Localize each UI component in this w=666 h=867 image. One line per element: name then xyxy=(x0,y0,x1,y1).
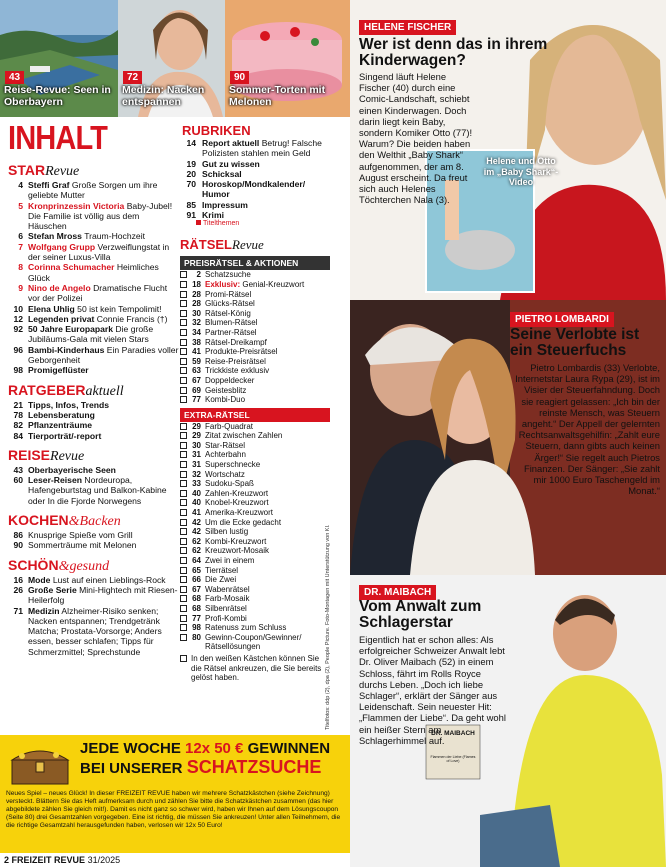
toc-entry[interactable] xyxy=(8,465,180,475)
toc-entry[interactable] xyxy=(8,585,180,606)
page-number: 28 xyxy=(192,299,201,309)
extraraetsel-list xyxy=(180,422,330,652)
raetsel-item[interactable] xyxy=(180,318,330,328)
page-number: 77 xyxy=(192,613,201,623)
section-heading-star: STARRevue xyxy=(8,162,80,179)
raetsel-name: Geistesblitz xyxy=(205,385,247,395)
rubrik-entry[interactable] xyxy=(180,200,330,210)
checkbox-icon[interactable] xyxy=(180,271,187,278)
entry-text: Kronprinzessin Victoria Baby-Jubel! Die Familie ist völlig aus dem Häuschen xyxy=(28,200,173,232)
page-number: 42 xyxy=(192,517,201,527)
raetsel-name: Zwei in einem xyxy=(205,556,255,565)
raetsel-name: Profi-Kombi xyxy=(205,613,247,623)
page-number: 91 xyxy=(186,210,196,221)
rubrik-entry[interactable] xyxy=(180,159,330,169)
entry-text: Mode Lust auf einen Lieblings-Rock xyxy=(28,574,166,585)
story-pietro[interactable] xyxy=(350,300,666,575)
raetsel-item[interactable] xyxy=(180,366,330,376)
page-number: 4 xyxy=(18,180,23,190)
page-number: 68 xyxy=(192,594,201,604)
page-number: 59 xyxy=(192,356,201,366)
section-heading-kochen: KOCHEN&Backen xyxy=(8,512,121,530)
checkbox-icon[interactable] xyxy=(180,310,187,317)
raetsel-item[interactable] xyxy=(180,527,330,537)
entry-text: Schicksal xyxy=(202,168,242,179)
page-number: 85 xyxy=(186,199,196,210)
story-body: Eigentlich hat er schon alles: Als erfolgreicher Schweizer Anwalt lebt Dr. Oliver Maibach (52) in einem Schloss, fährt im Rolls Royce durchs Leben. „Doch ich liebe Schlager“, erklärt der Sänger aus Leidenschaft. Sein neuester Hit: „Flammen der Liebe“. Da geht wohl ein heißer Stern am Schlagerhimmel auf. xyxy=(359,634,506,746)
toc-entry[interactable] xyxy=(8,283,180,304)
toc-entry[interactable] xyxy=(8,475,180,506)
page-number: 32 xyxy=(192,318,201,328)
page-number: 98 xyxy=(192,623,201,633)
raetsel-name: Doppeldecker xyxy=(205,375,255,385)
page-number: 5 xyxy=(18,200,23,211)
story-tag: DR. MAIBACH xyxy=(359,585,436,600)
checkbox-icon[interactable] xyxy=(180,615,187,622)
rubrik-entry[interactable] xyxy=(180,169,330,179)
checkbox-icon[interactable] xyxy=(180,329,187,336)
entry-text: Bambi-Kinderhaus Ein Paradies voller Geborgenheit xyxy=(28,344,179,366)
raetsel-item[interactable] xyxy=(180,489,330,499)
entry-text: Leser-Reisen Nordeuropa, Hafengeburtstag und Balkon-Kabine oder In die Fjorde Norwegens xyxy=(28,475,167,506)
page-number: 96 xyxy=(13,344,23,355)
raetsel-item[interactable] xyxy=(180,546,330,556)
raetsel-item[interactable] xyxy=(180,508,330,518)
page-title: INHALT xyxy=(8,119,108,156)
page-number: 32 xyxy=(192,469,201,479)
page-number: 20 xyxy=(186,168,196,179)
rubriken-list xyxy=(180,138,330,220)
preisraetsel-list xyxy=(180,270,330,404)
raetsel-name: Silbenrätsel xyxy=(205,603,247,613)
story-headline: Wer ist denn das in ihrem Kinderwagen? xyxy=(359,36,548,69)
raetsel-item[interactable] xyxy=(180,270,330,280)
raetsel-item[interactable] xyxy=(180,633,330,652)
toc-entry[interactable] xyxy=(8,180,180,201)
rubriken-column xyxy=(180,123,330,683)
toc-entry[interactable] xyxy=(8,365,180,375)
page-number: 41 xyxy=(192,347,201,357)
page-number: 64 xyxy=(192,556,201,565)
toc-entry[interactable] xyxy=(8,410,180,420)
toc-entry[interactable] xyxy=(8,201,180,232)
toc-entry[interactable] xyxy=(8,345,180,366)
entry-text: Medizin Alzheimer-Risiko senken; Nacken entspannen; Trendgetränk Matcha; Prostata-Vorsorge; Anders essen, besser schlafen; Tipps für Schmerzmittel; Sprechstunde xyxy=(28,605,162,657)
kochen-list xyxy=(8,530,180,551)
page-number: 78 xyxy=(13,409,23,420)
raetsel-name: Glücks-Rätsel xyxy=(205,299,255,309)
page-number: 42 xyxy=(192,527,201,537)
toc-entry[interactable] xyxy=(8,314,180,324)
raetsel-item[interactable] xyxy=(180,623,330,633)
raetsel-item[interactable] xyxy=(180,431,330,441)
raetsel-name: Farb-Quadrat xyxy=(205,421,254,431)
page-number: 9 xyxy=(18,282,23,293)
raetsel-name: Trickkiste exklusiv xyxy=(205,366,270,376)
entry-text: Sommerträume mit Melonen xyxy=(28,540,137,551)
story-headline: Seine Verlobte ist ein Steuerfuchs xyxy=(510,326,640,359)
thumb-medizin[interactable] xyxy=(118,0,225,117)
story-tag: HELENE FISCHER xyxy=(359,20,456,35)
checkbox-icon[interactable] xyxy=(180,396,187,403)
raetsel-name: Kombi-Duo xyxy=(205,395,246,405)
entry-text: Krimi xyxy=(202,210,224,221)
raetsel-name: Produkte-Preisrätsel xyxy=(205,347,278,357)
raetsel-item[interactable] xyxy=(180,594,330,604)
page-number: 71 xyxy=(13,605,23,616)
page-number: 68 xyxy=(192,603,201,613)
checkbox-icon[interactable] xyxy=(180,432,187,439)
page-footer: 2 FREIZEIT REVUE 31/2025 xyxy=(4,855,121,865)
raetsel-name: Tierrätsel xyxy=(205,565,239,575)
extraraetsel-bar: EXTRA-RÄTSEL xyxy=(180,408,330,422)
page-number: 67 xyxy=(192,584,201,594)
raetsel-note: In den weißen Kästchen können Sie die Rätsel ankreuzen, die Sie bereits gelöst haben. xyxy=(180,654,330,683)
page-number: 70 xyxy=(186,179,196,190)
entry-text: Wolfgang Grupp Verzweiflungstat in der seiner Luxus-Villa xyxy=(28,241,170,263)
checkbox-icon[interactable] xyxy=(180,423,187,430)
rubrik-entry[interactable] xyxy=(180,210,330,220)
raetsel-name: Star-Rätsel xyxy=(205,440,246,450)
raetsel-item[interactable] xyxy=(180,395,330,405)
page-number: 34 xyxy=(192,327,201,337)
page-number: 92 xyxy=(13,324,23,335)
raetsel-name: Farb-Mosaik xyxy=(205,594,250,604)
raetsel-item[interactable] xyxy=(180,460,330,470)
raetsel-heading: RÄTSELRevue xyxy=(180,237,264,253)
checkbox-icon[interactable] xyxy=(180,595,187,602)
raetsel-name: Superschnecke xyxy=(205,460,261,470)
raetsel-name: Zahlen-Kreuzwort xyxy=(205,488,269,498)
page-number: 31 xyxy=(192,460,201,470)
thumb-torten[interactable] xyxy=(225,0,350,117)
page-number: 29 xyxy=(192,421,201,431)
raetsel-name: Um die Ecke gedacht xyxy=(205,517,282,527)
raetsel-name: Knobel-Kreuzwort xyxy=(205,498,269,508)
entry-text: Tipps, Infos, Trends xyxy=(28,399,110,410)
checkbox-icon[interactable] xyxy=(180,528,187,535)
checkbox-icon[interactable] xyxy=(180,377,187,384)
checkbox-icon[interactable] xyxy=(180,319,187,326)
story-body: Singend läuft Helene Fischer (40) durch eine Comic-Landschaft, schiebt einen Kinderwagen. Doch darin liegt kein Baby, sondern Komiker Otto (77)! Warum? Die beiden haben den Welthit „Baby Shark“ aufgenommen, der am 8. August erscheint. Da freut sich auch Helenes Töchterchen Nala (3). xyxy=(359,71,473,206)
raetsel-item[interactable] xyxy=(180,470,330,480)
checkbox-icon[interactable] xyxy=(180,586,187,593)
raetsel-name: Ratenuss zum Schluss xyxy=(205,623,287,633)
raetsel-item[interactable] xyxy=(180,479,330,489)
page-number-badge: 43 xyxy=(5,71,24,84)
page-number: 41 xyxy=(192,508,201,518)
story-tag: PIETRO LOMBARDI xyxy=(510,312,614,327)
entry-text: Steffi Graf Große Sorgen um ihre geliebte Mutter xyxy=(28,180,158,201)
star-list xyxy=(8,180,180,376)
page-number: 80 xyxy=(192,632,201,642)
page-number: 62 xyxy=(192,546,201,556)
schatzsuche-banner[interactable] xyxy=(0,735,350,853)
raetsel-item[interactable] xyxy=(180,290,330,300)
checkbox-icon[interactable] xyxy=(180,557,187,564)
treasure-chest-icon xyxy=(8,742,72,786)
entry-text: Corinna Schumacher Heimliches Glück xyxy=(28,262,159,283)
raetsel-item[interactable] xyxy=(180,450,330,460)
toc-entry[interactable] xyxy=(8,231,180,241)
page-number: 19 xyxy=(186,158,196,169)
entry-text: Große Serie Mini-Hightech mit Riesen-Heilerfolg xyxy=(28,584,178,606)
section-heading-ratgeber: RATGEBERaktuell xyxy=(8,381,124,399)
raetsel-item[interactable] xyxy=(180,376,330,386)
raetsel-item[interactable] xyxy=(180,441,330,451)
banner-line-2: BEI UNSERER SCHATZSUCHE xyxy=(80,757,322,777)
checkbox-icon[interactable] xyxy=(180,605,187,612)
entry-text: Legenden privat Connie Francis (†) xyxy=(28,313,168,324)
raetsel-name: Schatzsuche xyxy=(205,270,251,280)
schoen-list xyxy=(8,575,180,657)
raetsel-name: Reise-Preisrätsel xyxy=(205,356,266,366)
raetsel-name: Blumen-Rätsel xyxy=(205,318,258,328)
page-number: 82 xyxy=(13,420,23,431)
page-number: 14 xyxy=(186,138,196,148)
checkbox-icon[interactable] xyxy=(180,538,187,545)
entry-text: Impressum xyxy=(202,199,248,210)
raetsel-item[interactable] xyxy=(180,347,330,357)
toc-entry[interactable] xyxy=(8,540,180,550)
raetsel-name: Wortschatz xyxy=(205,469,245,479)
raetsel-item[interactable] xyxy=(180,556,330,566)
toc-entry[interactable] xyxy=(8,530,180,540)
titelthemen-legend: Titelthemen xyxy=(196,220,330,227)
entry-text: Knusprige Spieße vom Grill xyxy=(28,530,133,541)
raetsel-item[interactable] xyxy=(180,614,330,624)
raetsel-item[interactable] xyxy=(180,566,330,576)
entry-text: Stefan Mross Traum-Hochzeit xyxy=(28,231,146,242)
thumb-caption: Sommer-Torten mit Melonen xyxy=(229,84,326,108)
entry-text: Elena Uhlig 50 ist kein Tempolimit! xyxy=(28,303,162,314)
page-number: 6 xyxy=(18,231,23,242)
page-number: 69 xyxy=(192,385,201,395)
rubrik-entry[interactable] xyxy=(180,179,330,200)
checkbox-icon[interactable] xyxy=(180,339,187,346)
raetsel-item[interactable] xyxy=(180,518,330,528)
page-number: 30 xyxy=(192,308,201,318)
checkbox-icon xyxy=(180,655,187,662)
raetsel-name: Die Zwei xyxy=(205,575,237,585)
preisraetsel-bar: PREISRÄTSEL & AKTIONEN xyxy=(180,256,330,270)
raetsel-name: Rätsel-Dreikampf xyxy=(205,337,267,347)
raetsel-item[interactable] xyxy=(180,585,330,595)
rubriken-heading: RUBRIKEN xyxy=(182,123,251,138)
raetsel-item[interactable] xyxy=(180,299,330,309)
raetsel-item[interactable] xyxy=(180,537,330,547)
raetsel-name: Amerika-Kreuzwort xyxy=(205,508,274,518)
story-helene[interactable] xyxy=(350,0,666,300)
entry-text: Horoskop/Mondkalender/ Humor xyxy=(202,179,306,200)
square-icon xyxy=(196,220,201,225)
toc-entry[interactable] xyxy=(8,431,180,441)
checkbox-icon[interactable] xyxy=(180,480,187,487)
thumb-caption: Medizin: Nacken entspannen xyxy=(122,84,205,108)
raetsel-name: Kombi-Kreuzwort xyxy=(205,536,267,546)
raetsel-item[interactable] xyxy=(180,498,330,508)
entry-text: 50 Jahre Europapark Die große Jubiläums-Gala mit vielen Stars xyxy=(28,324,154,345)
toc-entry[interactable] xyxy=(8,324,180,345)
checkbox-icon[interactable] xyxy=(180,300,187,307)
checkbox-icon[interactable] xyxy=(180,367,187,374)
checkbox-icon[interactable] xyxy=(180,634,187,641)
entry-text: Nino de Angelo Dramatische Flucht vor der Polizei xyxy=(28,282,168,304)
entry-text: Lebensberatung xyxy=(28,409,95,420)
page-number: 31 xyxy=(192,450,201,460)
page-number: 86 xyxy=(13,530,23,541)
checkbox-icon[interactable] xyxy=(180,451,187,458)
checkbox-icon[interactable] xyxy=(180,358,187,365)
checkbox-icon[interactable] xyxy=(180,387,187,394)
checkbox-icon[interactable] xyxy=(180,567,187,574)
checkbox-icon[interactable] xyxy=(180,348,187,355)
page-number: 60 xyxy=(13,475,23,486)
raetsel-name: Kreuzwort-Mosaik xyxy=(205,546,270,556)
entry-text: Oberbayerische Seen xyxy=(28,464,116,475)
page-number: 7 xyxy=(18,241,23,252)
raetsel-item[interactable] xyxy=(180,338,330,348)
story-body: Pietro Lombardis (33) Verlobte, Internetstar Laura Rypa (29), ist im Visier der Steuerfahndung. Doch sie reagiert gelassen: „Ich bin der reinste Mensch, was Steuern angeht.“ Der Appell der gelernten Rechtsanwaltsgehilfin: „Zahlt eure Steuern, dann gibts auch keinen Ärger!“ Sie regelt auch Pietros Finanzen. Der Sänger: „Sie zahlt mir 1000 Euro Taschengeld im Monat.“ xyxy=(515,362,660,497)
page-number: 84 xyxy=(13,430,23,441)
page-number: 8 xyxy=(18,262,23,273)
raetsel-name: Gewinn-Coupon/Gewinner/ Rätsellösungen xyxy=(205,632,302,652)
raetsel-name: Zitat zwischen Zahlen xyxy=(205,431,283,441)
cd-title: DR. MAIBACH xyxy=(431,730,475,737)
entry-text: Gut zu wissen xyxy=(202,158,260,169)
raetsel-name: Partner-Rätsel xyxy=(205,327,257,337)
page-number: 62 xyxy=(192,536,201,546)
thumb-reise[interactable] xyxy=(0,0,118,117)
raetsel-name: Achterbahn xyxy=(205,450,246,460)
page-number-badge: 72 xyxy=(123,71,142,84)
banner-line-1: JEDE WOCHE 12x 50 € GEWINNEN xyxy=(80,740,331,757)
checkbox-icon[interactable] xyxy=(180,499,187,506)
page-number: 77 xyxy=(192,395,201,405)
raetsel-name: Silben lustig xyxy=(205,527,249,537)
section-heading-reise: REISERevue xyxy=(8,446,85,464)
page-number: 28 xyxy=(192,289,201,299)
story-headline: Vom Anwalt zum Schlagerstar xyxy=(359,598,482,631)
raetsel-item[interactable] xyxy=(180,280,330,290)
raetsel-name: Rätsel-König xyxy=(205,308,251,318)
cd-subtitle: Flammen der Liebe (Flames of Love) xyxy=(430,755,476,763)
story-maibach[interactable] xyxy=(350,575,666,867)
page-number: 43 xyxy=(13,464,23,475)
rubrik-entry[interactable] xyxy=(180,138,330,159)
toc-entry[interactable] xyxy=(8,420,180,430)
checkbox-icon[interactable] xyxy=(180,291,187,298)
checkbox-icon[interactable] xyxy=(180,547,187,554)
banner-text: Neues Spiel – neues Glück! In dieser FREIZEIT REVUE haben wir mehrere Schatzkästchen (siehe Zeichnung) versteckt. Blättern Sie das Heft aufmerksam durch und zählen Sie bitte die Schatzkästchen zusammen (das hier abgebildete zählen Sie gleich mit!). Damit es nicht ganz so schwer wird, haben wir Ihnen auf dem Lösungscoupon (Seite 80) drei Gesamtzahlen vorgegeben. Eine ist richtig, die müssen Sie ankreuzen! Unter allen Teilnehmern, die die richtige Gesamtzahl herausgefunden haben, verlosen wir 12x 50 Euro! xyxy=(6,790,341,829)
photo-credits-left: Titelfotos: ddp (2), dpa (2), People Picture. Foto-Montagen mit Unterstützung von KI. xyxy=(325,524,331,730)
raetsel-name: Sudoku-Spaß xyxy=(205,479,254,489)
checkbox-icon[interactable] xyxy=(180,490,187,497)
raetsel-name: Exklusiv: Genial-Kreuzwort xyxy=(205,279,305,289)
page-number: 90 xyxy=(13,540,23,551)
photo-caption: Helene und Otto im „Baby Shark“-Video xyxy=(483,156,559,187)
section-heading-schoen: SCHÖN&gesund xyxy=(8,556,110,574)
checkbox-icon[interactable] xyxy=(180,281,187,288)
page-number: 66 xyxy=(192,575,201,585)
page-number: 63 xyxy=(192,366,201,376)
page-number: 40 xyxy=(192,488,201,498)
checkbox-icon[interactable] xyxy=(180,442,187,449)
entry-text: Tierporträt/-report xyxy=(28,430,102,441)
page-number: 38 xyxy=(192,337,201,347)
page-number: 10 xyxy=(13,303,23,314)
toc-entry[interactable] xyxy=(8,575,180,585)
page-number: 26 xyxy=(13,584,23,595)
raetsel-item[interactable] xyxy=(180,357,330,367)
page-number: 65 xyxy=(192,565,201,575)
toc-entry[interactable] xyxy=(8,242,180,263)
toc-entry[interactable] xyxy=(8,262,180,283)
toc-entry[interactable] xyxy=(8,304,180,314)
toc-entry[interactable] xyxy=(8,400,180,410)
page-number-badge: 90 xyxy=(230,71,249,84)
page-number: 2 xyxy=(196,270,201,280)
raetsel-item[interactable] xyxy=(180,422,330,432)
entry-text: Report aktuell Betrug! Falsche Polizisten stahlen mein Geld xyxy=(202,138,322,159)
raetsel-item[interactable] xyxy=(180,575,330,585)
page-number: 12 xyxy=(13,313,23,324)
checkbox-icon[interactable] xyxy=(180,509,187,516)
toc-entry[interactable] xyxy=(8,606,180,657)
raetsel-item[interactable] xyxy=(180,309,330,319)
raetsel-name: Wabenrätsel xyxy=(205,584,250,594)
raetsel-item[interactable] xyxy=(180,386,330,396)
page-number: 18 xyxy=(192,279,201,289)
entry-text: Pflanzenträume xyxy=(28,420,92,431)
page-number: 98 xyxy=(13,365,23,376)
page-number: 21 xyxy=(13,399,23,410)
checkbox-icon[interactable] xyxy=(180,519,187,526)
thumb-caption: Reise-Revue: Seen in Oberbayern xyxy=(4,84,111,108)
page-number: 16 xyxy=(13,574,23,585)
page-number: 40 xyxy=(192,498,201,508)
ratgeber-list xyxy=(8,400,180,441)
page-number: 33 xyxy=(192,479,201,489)
checkbox-icon[interactable] xyxy=(180,471,187,478)
table-of-contents xyxy=(8,120,180,657)
raetsel-item[interactable] xyxy=(180,328,330,338)
page-number: 67 xyxy=(192,375,201,385)
page-number: 29 xyxy=(192,431,201,441)
entry-text: Promigeflüster xyxy=(28,365,89,376)
checkbox-icon[interactable] xyxy=(180,576,187,583)
checkbox-icon[interactable] xyxy=(180,624,187,631)
page-number: 30 xyxy=(192,440,201,450)
reise-list xyxy=(8,465,180,506)
checkbox-icon[interactable] xyxy=(180,461,187,468)
raetsel-item[interactable] xyxy=(180,604,330,614)
raetsel-name: Promi-Rätsel xyxy=(205,289,252,299)
